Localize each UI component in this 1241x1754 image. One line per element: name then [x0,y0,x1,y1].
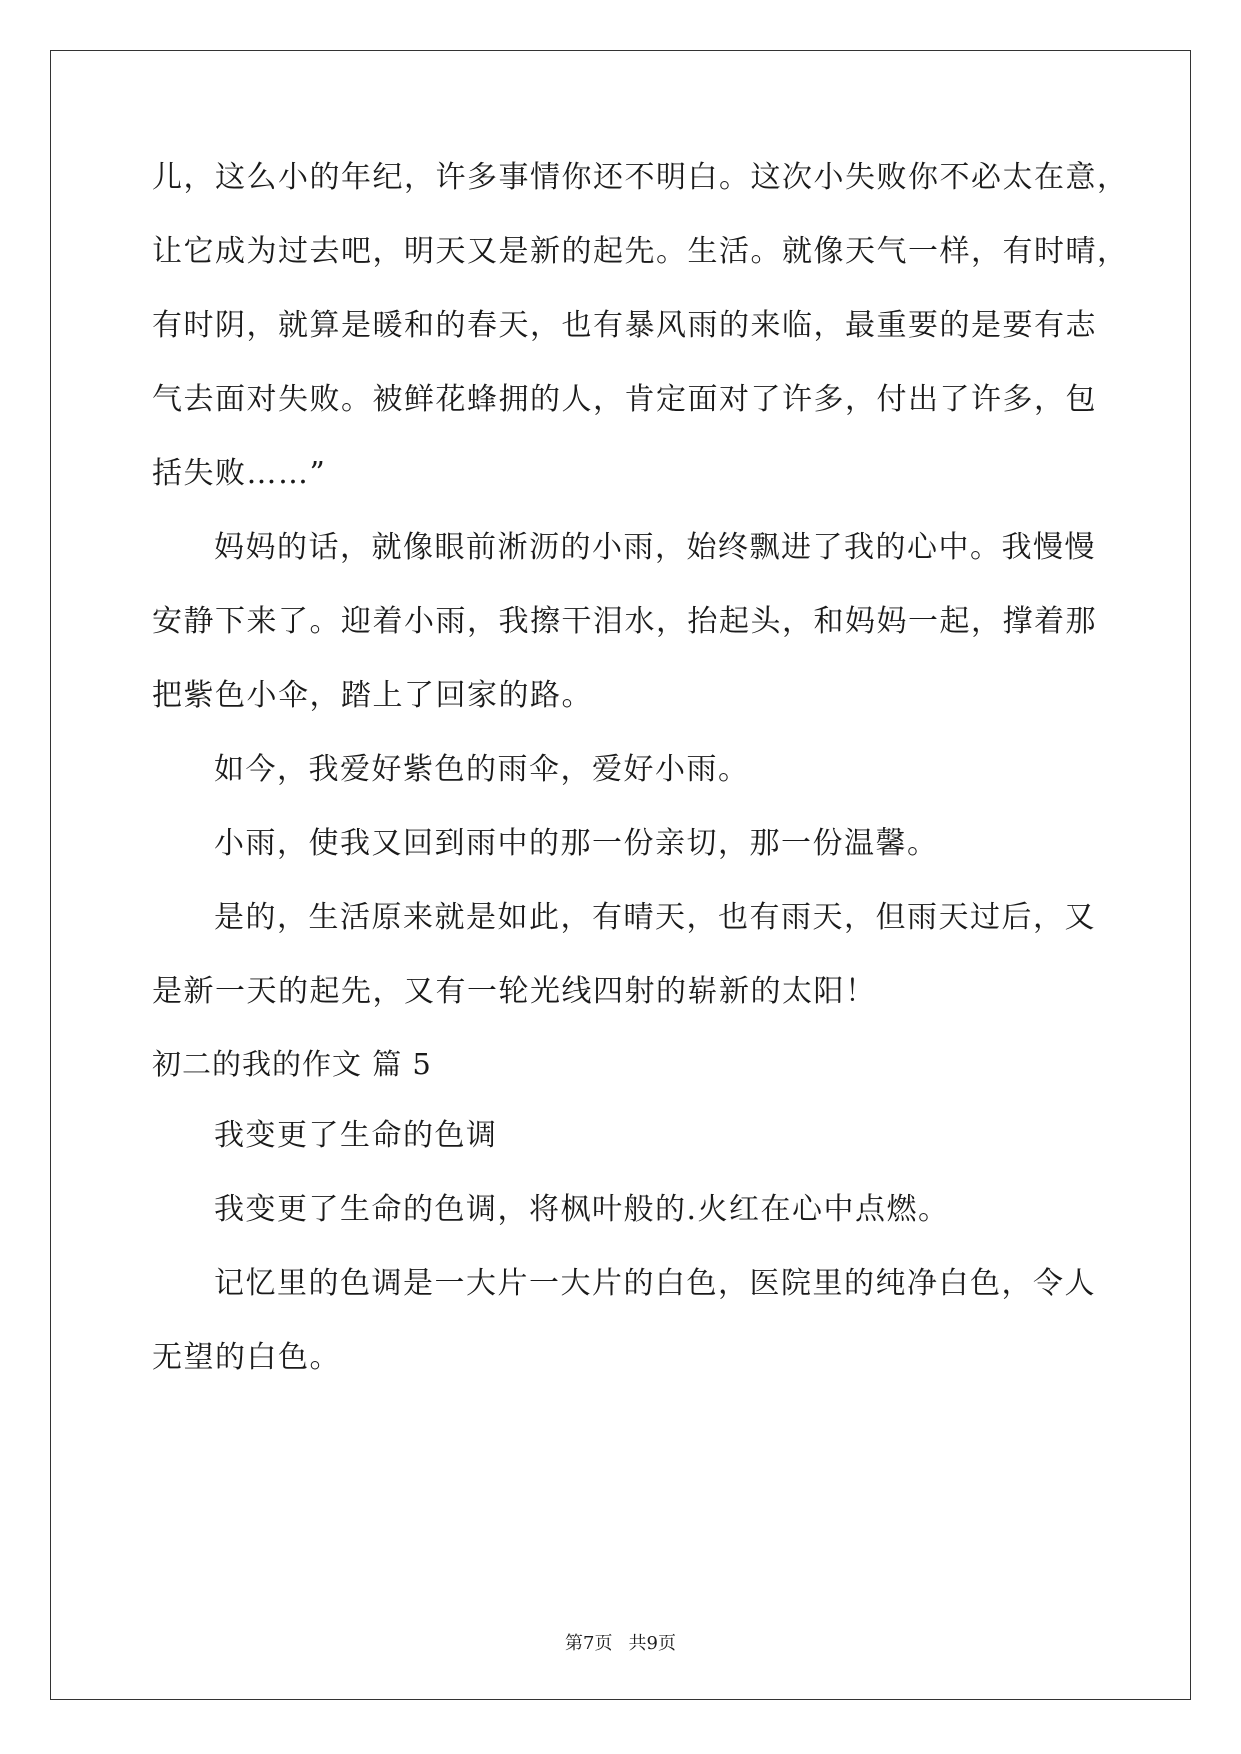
paragraph-start: 小雨，使我又回到雨中的那一份亲切，那一份温馨。 [214,826,939,861]
text-line: 有时阴，就算是暖和的春天，也有暴风雨的来临，最重要的是要有志 [152,308,1097,343]
text-line: 把紫色小伞，踏上了回家的路。 [152,678,593,713]
text-line: 无望的白色。 [152,1340,341,1375]
text-line: 是新一天的起先，又有一轮光线四射的崭新的太阳！ [152,974,877,1009]
page-border [50,50,1191,1700]
paragraph-start: 妈妈的话，就像眼前淅沥的小雨，始终飘进了我的心中。我慢慢 [214,530,1096,565]
essay-title: 我变更了生命的色调 [214,1118,498,1153]
text-line: 让它成为过去吧，明天又是新的起先。生活。就像天气一样，有时晴， [152,234,1129,269]
paragraph-start: 是的，生活原来就是如此，有晴天，也有雨天，但雨天过后，又 [214,900,1096,935]
text-line: 儿，这么小的年纪，许多事情你还不明白。这次小失败你不必太在意， [152,160,1129,195]
text-line: 括失败……” [152,456,327,491]
paragraph-start: 记忆里的色调是一大片一大片的白色，医院里的纯净白色，令人 [214,1266,1096,1301]
page-number-total: 共9页 [628,1633,676,1654]
page-number-current: 第7页 [565,1633,613,1654]
paragraph-start: 如今，我爱好紫色的雨伞，爱好小雨。 [214,752,750,787]
text-line: 气去面对失败。被鲜花蜂拥的人，肯定面对了许多，付出了许多，包 [152,382,1097,417]
text-line: 安静下来了。迎着小雨，我擦干泪水，抬起头，和妈妈一起，撑着那 [152,604,1097,639]
section-heading: 初二的我的作文 篇 5 [152,1047,432,1081]
page-footer [0,1632,1241,1656]
paragraph-start: 我变更了生命的色调，将枫叶般的.火红在心中点燃。 [214,1192,950,1227]
